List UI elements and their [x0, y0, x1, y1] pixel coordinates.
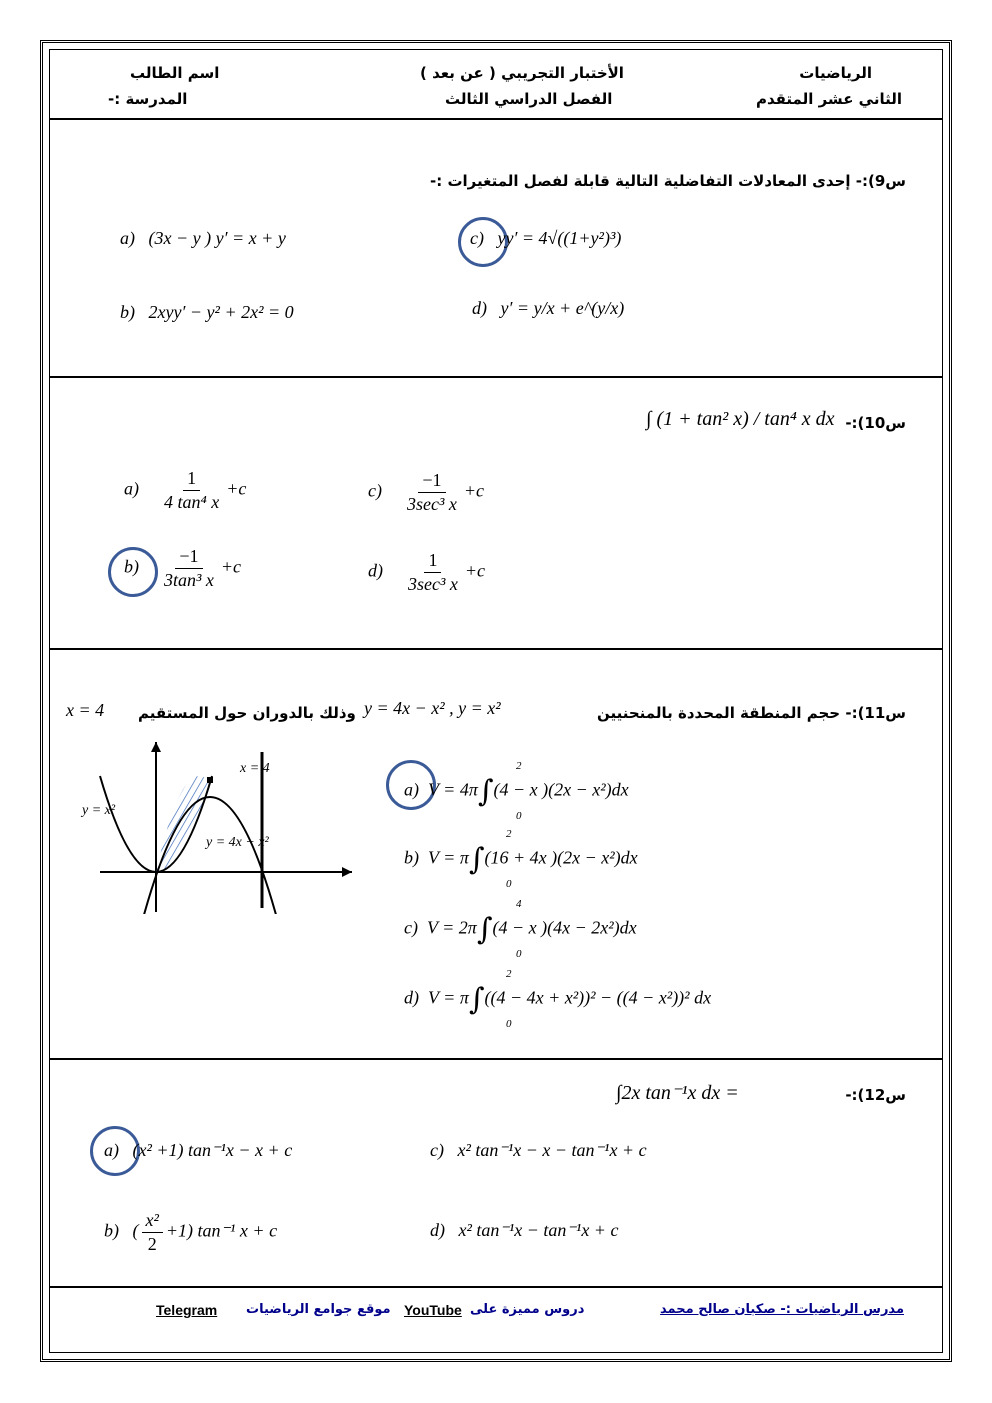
footer-youtube-text: YouTube [404, 1302, 462, 1318]
footer-lessons: دروس مميزة على [470, 1302, 585, 1317]
footer-teacher [660, 1302, 904, 1317]
q12-d-label: d) [430, 1220, 445, 1240]
q11-c-lower: 0 [516, 948, 522, 960]
q11-d-upper: 2 [506, 968, 512, 980]
q10-question: س10):- [845, 414, 906, 432]
exam-page [40, 40, 952, 1362]
header-school: المدرسة :- [108, 90, 188, 108]
q12-d-expr: x² tan⁻¹x − tan⁻¹x + c [458, 1220, 619, 1240]
q10-d-den: 3sec³ x [408, 574, 458, 594]
q9-a-expr: (3x − y ) y′ = x + y [148, 228, 286, 248]
q12-a-expr: (x² +1) tan⁻¹x − x + c [132, 1140, 293, 1160]
q11-b-label: b) [404, 847, 419, 868]
q10-integral: ∫ (1 + tan² x) / tan⁴ x dx [646, 408, 835, 430]
q9-b-expr: 2xyy′ − y² + 2x² = 0 [148, 302, 294, 322]
q11-a-label: a) [404, 779, 419, 800]
q12-c-expr: x² tan⁻¹x − x − tan⁻¹x + c [457, 1140, 647, 1160]
integral-sign: ∫ [468, 842, 485, 877]
divider [50, 648, 942, 650]
q11-c-integrand: (4 − x )(4x − 2x²)dx [492, 917, 637, 938]
q11-b-integrand: (16 + 4x )(2x − x²)dx [484, 847, 638, 868]
q11-a-upper: 2 [516, 760, 522, 772]
q12-c-label: c) [430, 1140, 444, 1160]
q10-b-den: 3tan³ x [164, 570, 214, 590]
q10-option-c[interactable] [368, 470, 484, 515]
header-student-name: اسم الطالب [130, 64, 220, 82]
q11-a-lhs: V = 4π [428, 779, 478, 800]
q11-b-lower: 0 [506, 878, 512, 890]
q10-b-tail: +c [220, 556, 242, 577]
q12-b-label: b) [104, 1220, 119, 1241]
header-exam-title: الأختبار التجريبي ( عن بعد ) [420, 64, 624, 82]
header-grade: الثاني عشر المتقدم [755, 90, 902, 108]
integral-sign: ∫ [468, 982, 485, 1017]
q10-d-label: d) [368, 560, 383, 581]
integral-sign: ∫ [477, 774, 494, 809]
q11-d-integrand: ((4 − 4x + x²))² − ((4 − x²))² dx [484, 987, 712, 1008]
q11-d-label: d) [404, 987, 419, 1008]
q11-option-a[interactable] [404, 760, 629, 822]
q10-b-fraction [160, 546, 218, 591]
divider [50, 1286, 942, 1288]
graph-label-parabola-up: y = x² [82, 803, 116, 818]
q9-question: س9):- إحدى المعادلات التفاضلية التالية قابلة لفصل المتغيرات :- [430, 172, 906, 190]
q10-a-fraction [160, 468, 223, 513]
integral-sign: ∫ [476, 912, 493, 947]
q9-d-expr: y′ = y/x + e^(y/x) [500, 298, 625, 318]
q11-b-upper: 2 [506, 828, 512, 840]
q11-option-c[interactable] [404, 898, 637, 960]
q10-b-num: −1 [175, 546, 202, 569]
q9-option-a[interactable] [120, 228, 286, 249]
footer-teacher-text: مدرس الرياضيات :- صكبان صالح محمد [660, 1302, 904, 1317]
q10-a-den: 4 tan⁴ x [164, 492, 220, 512]
q9-c-expr: yy′ = 4√((1+y²)³) [497, 228, 622, 248]
q10-a-num: 1 [183, 468, 200, 491]
footer-youtube-link[interactable] [404, 1302, 462, 1318]
q10-d-num: 1 [424, 550, 441, 573]
q9-option-c[interactable] [470, 228, 621, 249]
q11-option-d[interactable] [404, 968, 712, 1030]
q10-d-tail: +c [464, 560, 486, 581]
q11-option-b[interactable] [404, 828, 638, 890]
shaded-region [156, 776, 210, 872]
footer [50, 1302, 942, 1326]
q11-line: x = 4 [66, 700, 105, 720]
q9-c-label: c) [470, 228, 484, 248]
header-subject: الرياضيات [799, 64, 872, 82]
q11-a-lower: 0 [516, 810, 522, 822]
divider [50, 376, 942, 378]
q12-a-label: a) [104, 1140, 119, 1160]
q10-c-den: 3sec³ x [406, 494, 457, 514]
q11-c-lhs: V = 2π [426, 917, 477, 938]
q10-c-label: c) [368, 480, 382, 501]
q10-a-label: a) [124, 478, 139, 499]
q10-option-a[interactable] [124, 468, 246, 513]
q10-a-tail: +c [226, 478, 247, 499]
q11-question: س11):- حجم المنطقة المحددة بالمنحنيين [597, 704, 906, 722]
q11-c-upper: 4 [516, 898, 522, 910]
y-axis-arrow [151, 742, 161, 752]
q12-b-num: x² [142, 1210, 163, 1233]
q12-question: س12):- [845, 1086, 906, 1104]
q10-c-tail: +c [463, 480, 484, 501]
page-frame [49, 49, 943, 1353]
q12-b-post: +1) tan⁻¹ x + c [165, 1220, 278, 1241]
q10-b-label: b) [124, 556, 139, 577]
q12-option-a[interactable] [104, 1140, 292, 1161]
q12-integral: ∫2x tan⁻¹x dx = [616, 1082, 739, 1104]
x-axis-arrow [342, 867, 352, 877]
divider [50, 118, 942, 120]
q12-b-den: 2 [147, 1234, 157, 1254]
q11-a-integrand: (4 − x )(2x − x²)dx [493, 779, 629, 800]
q11-b-lhs: V = π [428, 847, 469, 868]
q11-c-label: c) [404, 917, 418, 938]
q9-option-d[interactable] [472, 298, 624, 319]
q10-option-d[interactable] [368, 550, 485, 595]
q11-graph [70, 732, 360, 914]
q10-option-b[interactable] [124, 546, 241, 591]
q9-b-label: b) [120, 302, 135, 322]
q9-option-b[interactable] [120, 302, 294, 323]
q10-d-fraction [404, 550, 462, 595]
q10-c-fraction [403, 470, 461, 515]
q9-a-label: a) [120, 228, 135, 248]
header-term: الفصل الدراسي الثالث [445, 90, 613, 108]
graph-label-parabola-down: y = 4x − x² [206, 835, 269, 850]
q11-d-lower: 0 [506, 1018, 512, 1030]
q12-option-c[interactable] [430, 1140, 647, 1161]
intersection-point [207, 777, 213, 783]
footer-telegram-text: Telegram [156, 1302, 218, 1318]
graph-label-line: x = 4 [240, 761, 270, 776]
q12-option-b[interactable] [104, 1210, 277, 1255]
q9-d-label: d) [472, 298, 487, 318]
q12-b-pre: ( [132, 1220, 139, 1241]
footer-telegram-link[interactable] [156, 1302, 217, 1318]
q11-rotation-text: وذلك بالدوران حول المستقيم [138, 704, 356, 722]
footer-site: موقع جوامع الرياضيات [246, 1302, 391, 1317]
q11-d-lhs: V = π [428, 987, 469, 1008]
divider [50, 1058, 942, 1060]
q12-option-d[interactable] [430, 1220, 618, 1241]
q12-b-fraction [142, 1210, 163, 1255]
q10-c-num: −1 [418, 470, 445, 493]
q11-curves: y = 4x − x² , y = x² [364, 698, 501, 718]
